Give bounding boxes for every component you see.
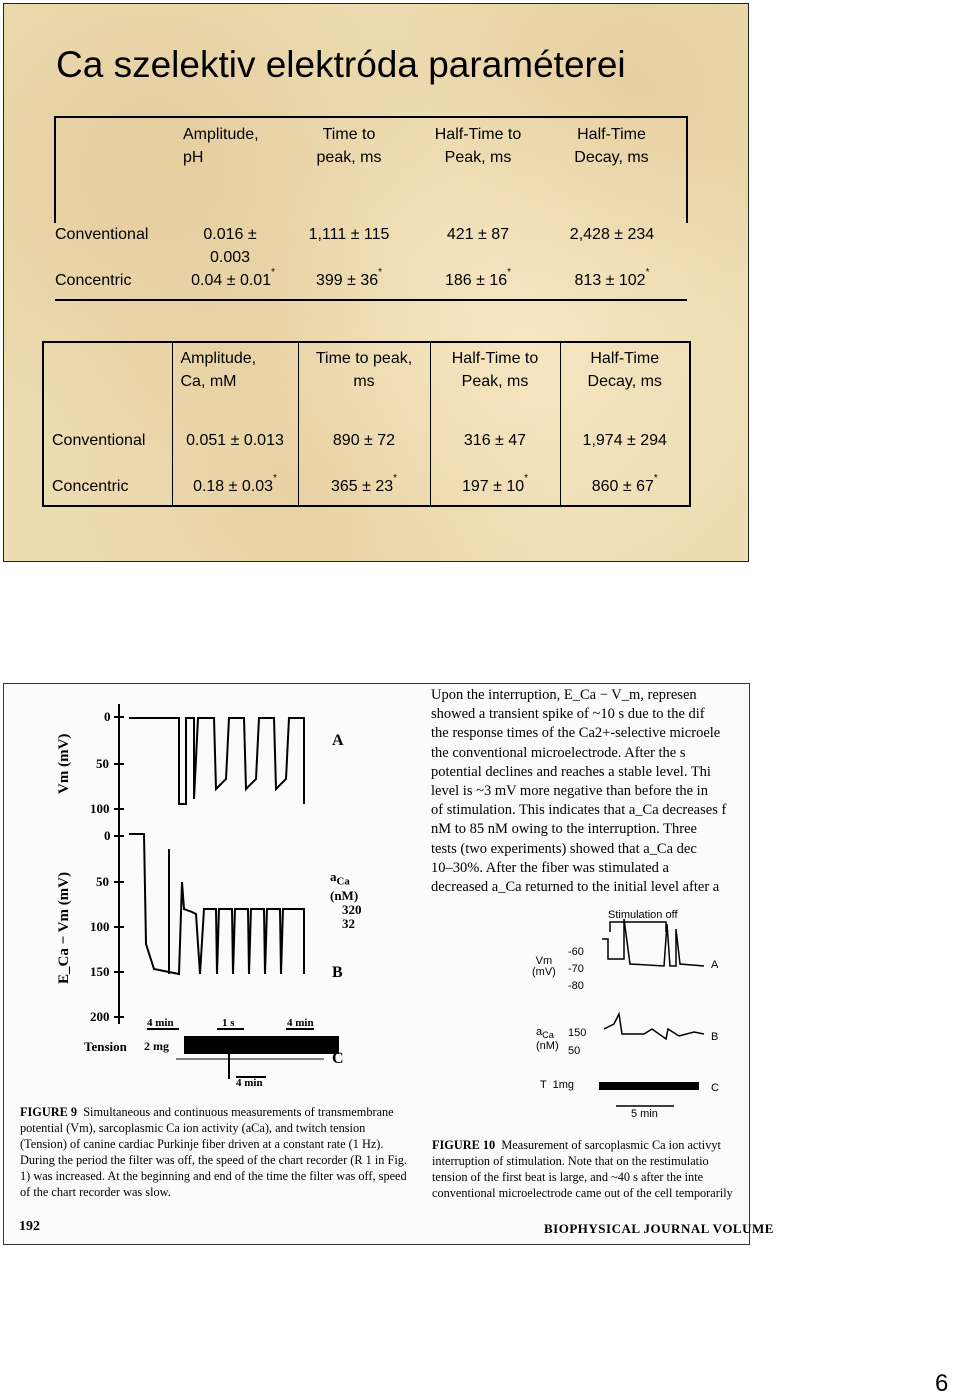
paragraph-line: nM to 85 nM owing to the interruption. Three (431, 821, 697, 838)
fig9-aca-subscript: Ca (336, 875, 350, 888)
table-ca (42, 341, 691, 507)
fig9-trace-vm (129, 718, 304, 804)
header-half-time-decay: Half-Time (590, 350, 660, 367)
fig9-tension-scale: 2 mg (144, 1039, 169, 1053)
fig9-label-a: A (332, 732, 344, 749)
fig10-aca-tick: 50 (568, 1045, 581, 1057)
fig10-aca-symbol: a (536, 1026, 543, 1038)
fig10-vm-unit: (mV) (532, 966, 556, 978)
fig10-trace-aca (604, 1014, 704, 1039)
header-time-to-peak: Time to peak, (315, 350, 413, 367)
figure10-caption (432, 1137, 752, 1201)
significance-mark: * (271, 267, 275, 278)
cell-ttp: 365 ± 23 (330, 478, 394, 495)
fig9-vm-tick: 50 (96, 756, 109, 771)
fig10-stim-label: Stimulation off (608, 909, 678, 921)
significance-mark: * (507, 267, 512, 278)
fig10-vm-ticks (568, 944, 584, 995)
fig10-aca-ticks (568, 1024, 586, 1060)
fig10-aca-tick: 150 (568, 1027, 587, 1039)
header-amplitude: Amplitude, (183, 126, 259, 143)
cell-amp-sd: 0.003 (209, 249, 251, 266)
paragraph-line: 10–30%. After the fiber was stimulated a (431, 859, 669, 876)
fig9-vm-axis-label: Vm (mV) (56, 733, 72, 794)
fig10-label-c: C (711, 1082, 719, 1094)
header-amplitude-unit: Ca, mM (180, 373, 237, 390)
table-row (43, 475, 690, 506)
significance-mark: * (653, 473, 658, 484)
figure9-caption (20, 1104, 415, 1200)
fig10-tension-band (599, 1082, 699, 1090)
table-row (55, 223, 687, 269)
header-half-time-to-peak-unit: Peak, ms (444, 149, 512, 166)
fig10-vm-label (532, 956, 556, 978)
paragraph-line: the conventional microelectrode. After the s (431, 744, 686, 761)
page-number: 6 (935, 1370, 949, 1397)
cell-htd: 860 ± 67 (591, 478, 654, 495)
table-header-row (43, 342, 690, 429)
paragraph-line: level is ~3 mV more negative than before the in (431, 783, 708, 800)
paragraph-line: of stimulation. This indicates that a_Ca decreases f (431, 802, 727, 819)
caption-line: conventional microelectrode came out of the cell temporarily (432, 1186, 733, 1200)
fig9-eca-tick: 150 (90, 964, 110, 979)
header-time-to-peak: Time to (322, 126, 376, 143)
fig9-time-label: 4 min (287, 1017, 314, 1029)
fig10-label-b: B (711, 1031, 719, 1043)
fig9-tension-label: Tension (84, 1039, 127, 1054)
paragraph-line: decreased a_Ca returned to the initial level after a (431, 879, 720, 896)
body-paragraph (431, 686, 749, 897)
fig9-aca-label (330, 870, 362, 931)
fig10-aca-unit: (nM) (536, 1040, 559, 1053)
header-time-to-peak-unit: ms (353, 373, 375, 390)
fig9-label-c: C (332, 1050, 344, 1067)
fig9-vm-tick: 100 (90, 801, 110, 816)
paragraph-line: the response times of the Ca2+-selective microele (431, 725, 721, 742)
row-label: Conventional (55, 226, 149, 243)
caption-line: Measurement of sarcoplasmic Ca ion activyt (501, 1138, 721, 1152)
paragraph-line: showed a transient spike of ~10 s due to the dif (431, 706, 705, 723)
fig9-time-label: 4 min (147, 1017, 174, 1029)
fig9-trace-eca (129, 834, 304, 974)
header-amplitude-unit: pH (183, 149, 204, 166)
table-header-row (55, 117, 687, 223)
significance-mark: * (393, 473, 398, 484)
fig9-aca-symbol: a (330, 869, 337, 884)
fig9-aca-tick: 32 (342, 915, 355, 931)
significance-mark: * (645, 267, 650, 278)
caption-label: FIGURE 10 (432, 1138, 496, 1152)
cell-amp: 0.016 ± (203, 226, 257, 243)
cell-htd: 2,428 ± 234 (569, 226, 655, 243)
cell-amp: 0.18 ± 0.03 (193, 478, 274, 495)
fig10-label-a: A (711, 959, 719, 971)
table-ph (54, 116, 688, 301)
row-label: Conventional (52, 432, 146, 449)
caption-text: Simultaneous and continuous measurements of transmembrane potential (Vm), sarcoplasmic Ca ion activity (aCa), and twitch tension (Tension) of canine cardiac Purkinje fiber driven at a constant rate (1 Hz). During the period the filter was off, the speed of the chart recorder (R 1 in Fig. 1) was increased. At the beginning and end of the time the filter was off, speed of the chart recorder was slow. (20, 1105, 408, 1199)
fig10-vm-tick: -70 (568, 963, 584, 975)
fig9-eca-tick: 200 (90, 1009, 110, 1024)
header-half-time-to-peak: Half-Time to (434, 126, 522, 143)
fig10-time-label: 5 min (631, 1108, 658, 1120)
fig9-aca-tick: 320 (342, 901, 362, 917)
fig9-eca-tick: 50 (96, 874, 109, 889)
caption-line: tension of the first beat is large, and ~40 s after the inte (432, 1170, 704, 1184)
caption-line: interruption of stimulation. Note that on the restimulatio (432, 1154, 709, 1168)
journal-footer: BIOPHYSICAL JOURNAL VOLUME (544, 1221, 774, 1236)
header-half-time-to-peak: Half-Time to (451, 350, 539, 367)
cell-amp: 0.051 ± 0.013 (172, 429, 298, 475)
cell-amp: 0.04 ± 0.01 (191, 272, 272, 289)
header-half-time-decay: Half-Time (577, 126, 646, 143)
header-amplitude: Amplitude, (180, 350, 257, 367)
journal-scan (3, 683, 774, 1245)
fig9-time-label: 4 min (236, 1077, 263, 1089)
paragraph-line: Upon the interruption, E_Ca − V_m, represen (431, 687, 697, 703)
fig9-eca-axis-label: E_Ca − Vm (mV) (56, 871, 72, 984)
fig10-stim-marker (610, 922, 666, 932)
cell-ttp: 399 ± 36 (315, 272, 379, 289)
significance-mark: * (378, 267, 383, 278)
header-time-to-peak-unit: peak, ms (316, 149, 382, 166)
fig9-tension-band (184, 1036, 339, 1054)
fig9-label-b: B (332, 964, 343, 981)
header-half-time-decay-unit: Decay, ms (574, 149, 649, 166)
fig9-aca-unit: (nM) (330, 887, 359, 903)
fig9-eca-tick: 0 (104, 828, 111, 843)
cell-htd: 1,974 ± 294 (560, 429, 690, 475)
fig10-vm-tick: -60 (568, 946, 584, 958)
fig10-trace-vm (602, 919, 704, 966)
significance-mark: * (273, 473, 277, 484)
slide-title: Ca szelektiv elektróda paraméterei (56, 44, 626, 85)
slide (3, 3, 749, 562)
paragraph-line: potential declines and reaches a stable level. Thi (431, 763, 711, 780)
caption-label: FIGURE 9 (20, 1105, 78, 1119)
row-label: Concentric (52, 478, 129, 495)
cell-htp: 186 ± 16 (444, 272, 508, 289)
fig10-tension-label: T 1mg (540, 1079, 575, 1091)
cell-ttp: 890 ± 72 (298, 429, 430, 475)
table-row (43, 429, 690, 475)
fig9-eca-tick: 100 (90, 919, 110, 934)
cell-htp: 316 ± 47 (430, 429, 560, 475)
fig9-vm-tick: 0 (104, 709, 111, 724)
paragraph-line: tests (two experiments) showed that a_Ca dec (431, 840, 697, 857)
table-row (55, 269, 687, 300)
row-label: Concentric (55, 272, 132, 289)
cell-ttp: 1,111 ± 115 (308, 226, 390, 243)
header-half-time-decay-unit: Decay, ms (587, 373, 662, 390)
fig10-vm-symbol: Vm (535, 955, 553, 967)
header-half-time-to-peak-unit: Peak, ms (461, 373, 529, 390)
cell-htp: 197 ± 10 (461, 478, 525, 495)
fig10-vm-tick: -80 (568, 980, 584, 992)
significance-mark: * (524, 473, 529, 484)
fig9-time-label: 1 s (222, 1017, 235, 1029)
journal-page-number: 192 (19, 1219, 40, 1234)
fig10-aca-label (536, 1027, 559, 1052)
fig10-aca-subscript: Ca (542, 1030, 554, 1041)
cell-htp: 421 ± 87 (446, 226, 510, 243)
cell-htd: 813 ± 102 (574, 272, 646, 289)
